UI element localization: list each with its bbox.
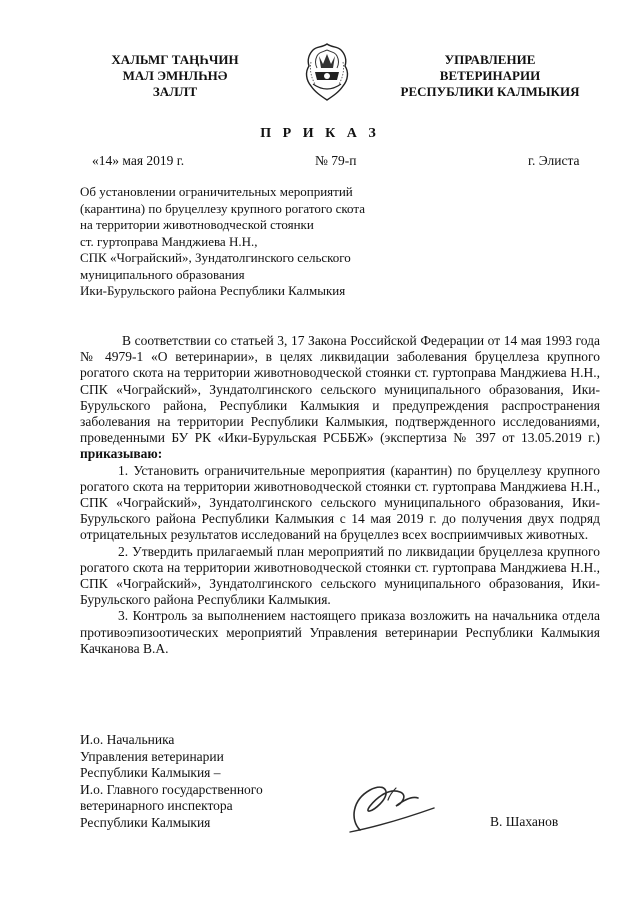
- signatory-line: И.о. Главного государственного: [80, 781, 263, 797]
- handwritten-signature-icon: [330, 770, 440, 840]
- header-left-line-2: МАЛ ЭМНЛҺНӘ: [122, 68, 228, 83]
- subject-line: ст. гуртоправа Манджиева Н.Н.,: [80, 233, 258, 249]
- document-title: П Р И К А З: [260, 126, 380, 141]
- header-left-block: [100, 52, 250, 100]
- order-date: «14» мая 2019 г.: [92, 153, 185, 168]
- subject-line: на территории животноводческой стоянки: [80, 217, 314, 232]
- coat-of-arms-icon: [303, 42, 351, 102]
- signatory-line: Управления ветеринарии: [80, 748, 224, 764]
- preamble-text: В соответствии со статьей 3, 17 Закона Российской Федерации от 14 мая 1993 года № 4979-1 «О ветеринарии», в целях ликвидации заболевания бруцеллеза крупного рогатого скота на территории животноводческой стоянки ст. гуртоправа Манджиева Н.Н., СПК «Чограйский», Зундатолгинского сельского муниципального образования, Ики-Бурульского района, Республики Калмыкия и предупреждения распространения заболевания на территории Республики Калмыкия, подтвержденного исследованиями, проведенными БУ РК «Ики-Бурульская РСББЖ» (экспертиза № 397 от 13.05.2019 г.): [80, 333, 600, 446]
- subject-line: СПК «Чограйский», Зундатолгинского сельского: [80, 250, 351, 265]
- order-item-1: 1. Установить ограничительные мероприятия (карантин) по бруцеллезу крупного рогатого скота на территории животноводческой стоянки ст. гуртоправа Манджиева Н.Н., СПК «Чограйский», Зундатолгинского сельского муниципального образования, Ики-Бурульского района Республики Калмыкия с 14 мая 2019 г. до получения двух подряд отрицательных результатов исследований на бруцеллез всех восприимчивых животных.: [80, 462, 600, 543]
- order-body: [80, 333, 600, 657]
- signatory-line: И.о. Начальника: [80, 732, 175, 747]
- header-right-line-2: ВЕТЕРИНАРИИ: [439, 68, 541, 83]
- subject-line: Об установлении ограничительных мероприятий: [80, 184, 353, 199]
- header-right-line-3: РЕСПУБЛИКИ КАЛМЫКИЯ: [400, 84, 580, 99]
- subject-line: (карантина) по бруцеллезу крупного рогатого скота: [80, 200, 365, 216]
- signatory-line: Республики Калмыкия –: [80, 765, 221, 780]
- signatory-line: ветеринарного инспектора: [80, 798, 233, 813]
- preamble-paragraph: [80, 333, 600, 463]
- order-item-2: 2. Утвердить прилагаемый план мероприятий по ликвидации бруцеллеза крупного рогатого скота на территории животноводческой стоянки ст. гуртоправа Манджиева Н.Н., СПК «Чограйский», Зундатолгинского сельского муниципального образования, Ики-Бурульского района Республики Калмыкия.: [80, 543, 600, 608]
- order-number: № 79-п: [315, 153, 357, 168]
- header-left-line-3: ЗАЛЛТ: [152, 84, 198, 99]
- signatory-name: В. Шаханов: [490, 814, 559, 829]
- order-keyword: приказываю:: [80, 446, 163, 462]
- order-item-3: 3. Контроль за выполнением настоящего приказа возложить на начальника отдела противоэпизоотических мероприятий Управления ветеринарии Республики Калмыкия Качканова В.А.: [80, 608, 600, 656]
- signatory-position: [80, 732, 340, 831]
- header-left-line-1: ХАЛЬМГ ТАҢҺЧИН: [111, 52, 239, 67]
- header-right-line-1: УПРАВЛЕНИЕ: [444, 52, 536, 67]
- subject-line: муниципального образования: [80, 266, 245, 282]
- order-subject: [80, 184, 440, 300]
- signatory-line: Республики Калмыкия: [80, 814, 211, 830]
- order-city: г. Элиста: [528, 153, 580, 168]
- header-right-block: [400, 52, 580, 100]
- subject-line: Ики-Бурульского района Республики Калмыкия: [80, 283, 346, 298]
